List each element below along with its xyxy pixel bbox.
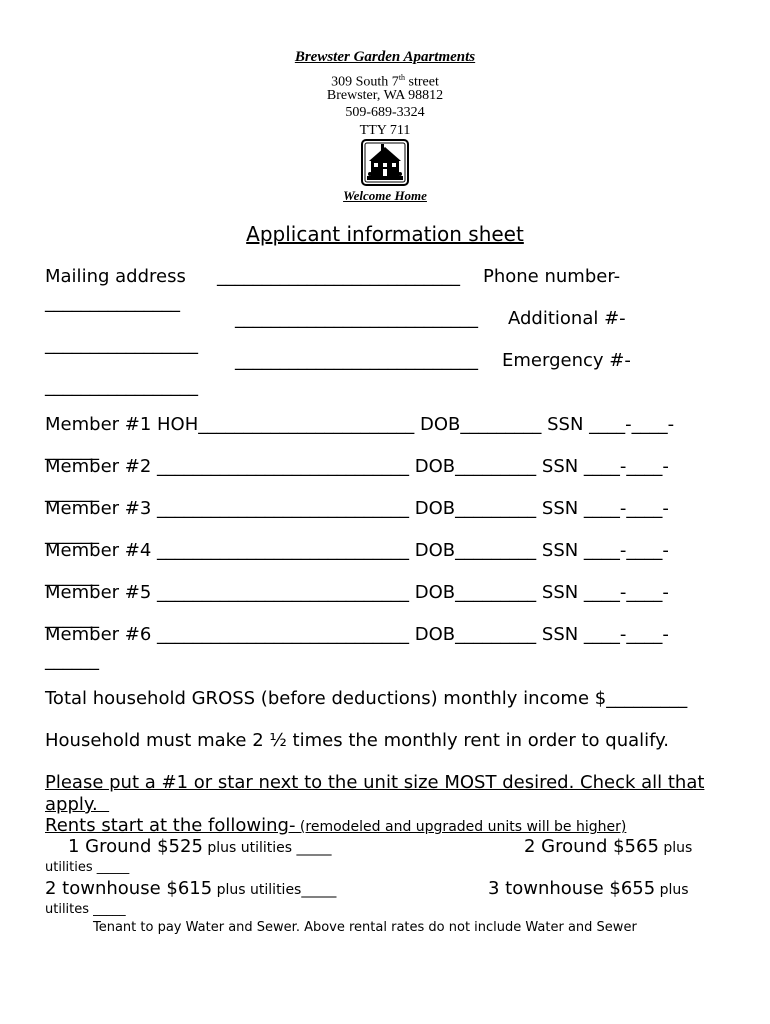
emergency-label: Emergency #- (502, 350, 631, 371)
member-ssn-field[interactable]: SSN ____-____- (541, 582, 669, 603)
member-label: Member #2 (45, 456, 158, 477)
member-name-field[interactable]: ____________________________ (157, 456, 410, 477)
company-phone: 509-689-3324 (345, 105, 425, 120)
company-address: 309 South 7th street (331, 73, 439, 90)
member-ssn-field[interactable]: SSN ____-____- (541, 540, 669, 561)
utilities-line[interactable]: utilities _____ (45, 860, 130, 875)
member-row (45, 456, 669, 477)
company-tty: TTY 711 (359, 123, 411, 138)
member-label: Member #4 (45, 540, 158, 561)
member-ssn-field[interactable]: SSN ____-____- (541, 456, 669, 477)
member-label: Member #3 (45, 498, 158, 519)
unit-2-ground[interactable]: 2 Ground $565 plus (524, 836, 693, 857)
member-ssn-tail[interactable]: ______ (45, 566, 99, 587)
member-row (45, 582, 669, 603)
member-ssn-field[interactable]: SSN ____-____- (541, 624, 669, 645)
additional-field[interactable]: _________________ (45, 334, 198, 355)
member-row (45, 624, 669, 645)
mailing-address-line-3[interactable]: ___________________________ (235, 350, 478, 371)
income-line[interactable]: Total household GROSS (before deductions) monthly income $_________ (45, 688, 688, 709)
page-title: Applicant information sheet (246, 222, 524, 246)
unit-3-townhouse[interactable]: 3 townhouse $655 plus (488, 878, 689, 899)
member-name-field[interactable]: ________________________ (198, 414, 415, 435)
rents-heading: Rents start at the following- (remodeled and upgraded units will be higher) (45, 815, 627, 836)
member-ssn-tail[interactable]: ______ (45, 608, 99, 629)
member-label: Member #1 HOH (45, 414, 199, 435)
mailing-address-line-2[interactable]: ___________________________ (235, 308, 478, 329)
member-name-field[interactable]: ____________________________ (157, 498, 410, 519)
unit-2-townhouse[interactable]: 2 townhouse $615 plus utilities_____ (45, 878, 337, 899)
member-ssn-tail[interactable]: ______ (45, 482, 99, 503)
utilities-line[interactable]: utilites _____ (45, 902, 126, 917)
member-label: Member #6 (45, 624, 158, 645)
member-ssn-tail[interactable]: ______ (45, 440, 99, 461)
member-name-field[interactable]: ____________________________ (157, 540, 410, 561)
member-ssn-field[interactable]: SSN ____-____- (541, 498, 669, 519)
tenant-note: Tenant to pay Water and Sewer. Above rental rates do not include Water and Sewer (93, 920, 637, 935)
house-icon (361, 139, 409, 186)
member-label: Member #5 (45, 582, 158, 603)
member-row (45, 498, 669, 519)
mailing-label: Mailing address (45, 266, 186, 287)
member-ssn-tail[interactable]: ______ (45, 524, 99, 545)
phone-field[interactable]: _______________ (45, 292, 180, 313)
member-dob-field[interactable]: DOB_________ (414, 624, 537, 645)
member-name-field[interactable]: ____________________________ (157, 582, 410, 603)
member-row (45, 540, 669, 561)
member-dob-field[interactable]: DOB_________ (414, 582, 537, 603)
member-dob-field[interactable]: DOB_________ (414, 456, 537, 477)
unit-instruction: Please put a #1 or star next to the unit size MOST desired. Check all that (45, 772, 705, 793)
unit-instruction-cont: apply. (45, 794, 110, 815)
phone-label: Phone number- (483, 266, 621, 287)
mailing-address-field[interactable]: ___________________________ (217, 266, 460, 287)
member-dob-field[interactable]: DOB_________ (420, 414, 542, 435)
member-name-field[interactable]: ____________________________ (157, 624, 410, 645)
member-ssn-field[interactable]: SSN ____-____- (547, 414, 675, 435)
member-dob-field[interactable]: DOB_________ (414, 540, 537, 561)
unit-1-ground[interactable]: 1 Ground $525 plus utilities _____ (68, 836, 332, 857)
member-row (45, 414, 674, 435)
emergency-field[interactable]: _________________ (45, 376, 198, 397)
welcome-text: Welcome Home (343, 188, 427, 203)
additional-label: Additional #- (508, 308, 626, 329)
member-ssn-tail[interactable]: ______ (45, 650, 99, 671)
company-city: Brewster, WA 98812 (326, 88, 444, 103)
company-name: Brewster Garden Apartments (294, 49, 476, 65)
member-dob-field[interactable]: DOB_________ (414, 498, 537, 519)
qualification-text: Household must make 2 ½ times the monthly rent in order to qualify. (45, 730, 669, 751)
